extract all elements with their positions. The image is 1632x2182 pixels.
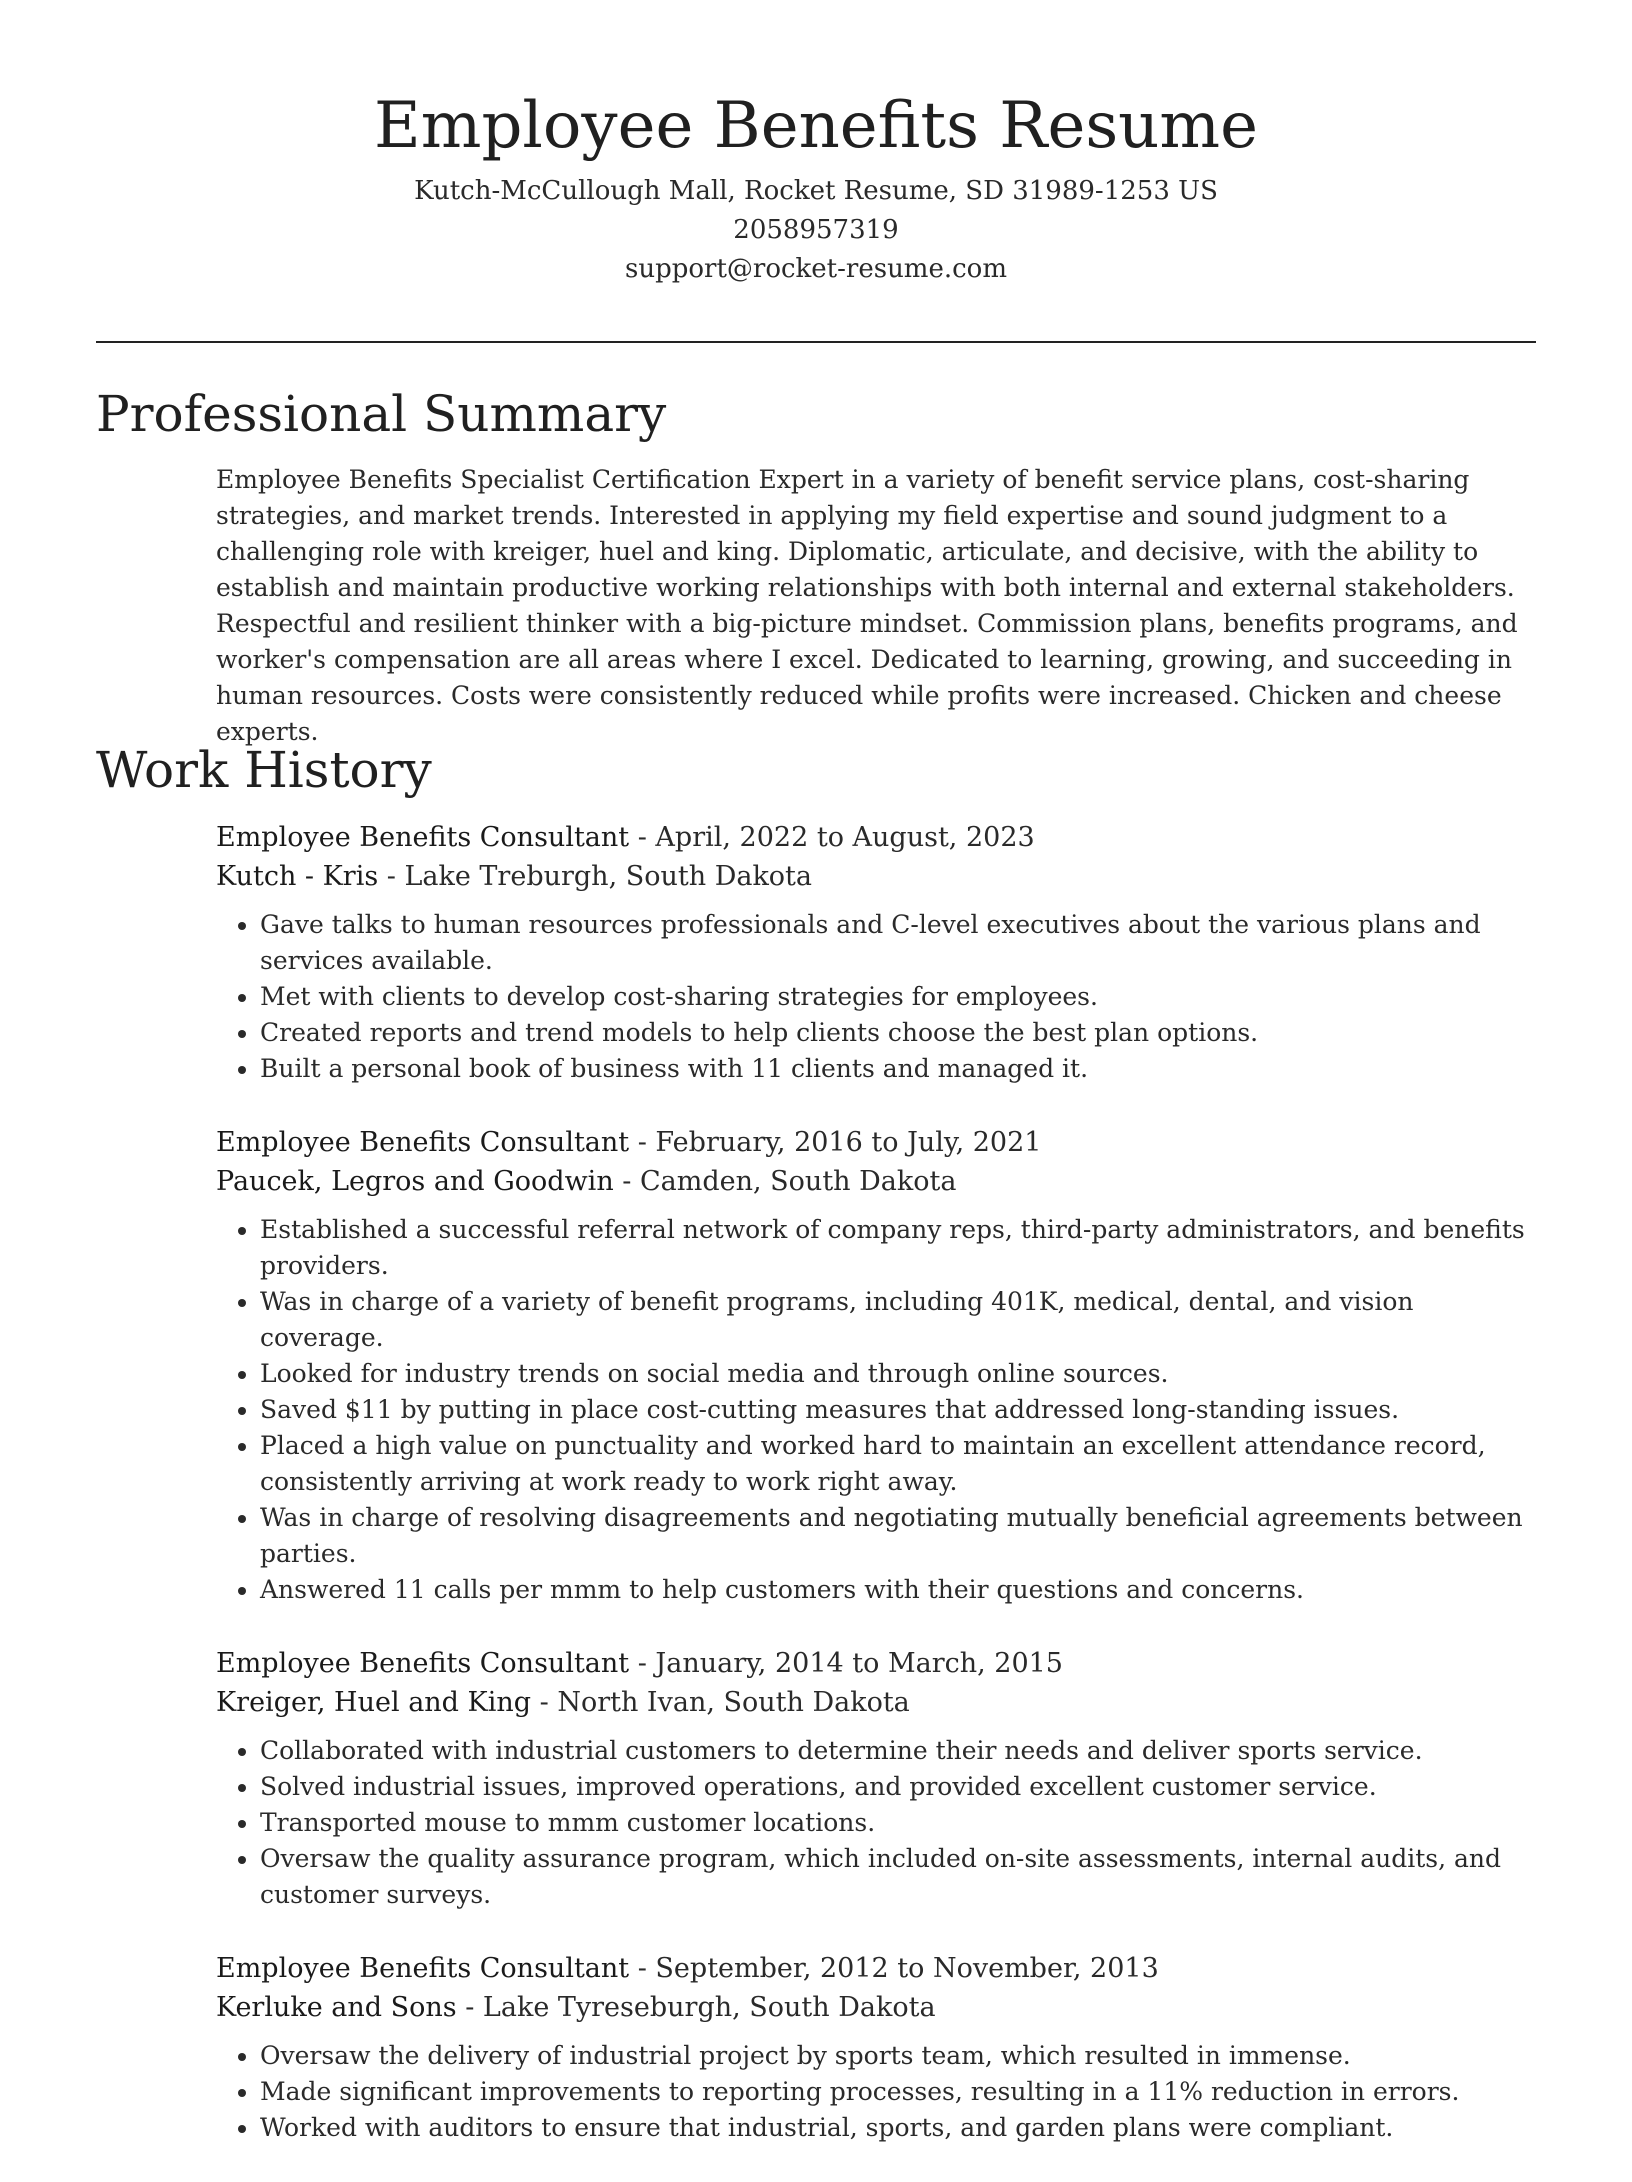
job-bullet: • Made significant improvements to reporting processes, resulting in a 11% reduction in errors. [260, 2074, 1536, 2110]
job-bullet: • Collaborated with industrial customers to determine their needs and deliver sports service. [260, 1733, 1536, 1769]
job-dates: - April, 2022 to August, 2023 [629, 822, 1035, 853]
job-bullet: • Worked with auditors to ensure that industrial, sports, and garden plans were compliant. [260, 2110, 1536, 2146]
job-bullet: • Oversaw the quality assurance program, which included on-site assessments, internal audits, and customer surveys. [260, 1841, 1536, 1913]
work-history-heading: Work History [96, 741, 432, 799]
resume-title: Employee Benefits Resume [374, 89, 1258, 163]
job-bullet: • Answered 11 calls per mmm to help customers with their questions and concerns. [260, 1572, 1536, 1608]
job-company-line [216, 1988, 1536, 2027]
work-history-list [216, 818, 1536, 2182]
job-dates: - September, 2012 to November, 2013 [629, 1953, 1159, 1984]
job-bullet: • Oversaw the delivery of industrial project by sports team, which resulted in immense. [260, 2038, 1536, 2074]
job-bullet: • Solved industrial issues, improved operations, and provided excellent customer service. [260, 1769, 1536, 1805]
job-bullet: • Looked for industry trends on social media and through online sources. [260, 1356, 1536, 1392]
job-company-line [216, 1683, 1536, 1722]
job-title: Employee Benefits Consultant [216, 1953, 630, 1984]
job-entry [216, 1123, 1536, 1608]
job-entry [216, 1644, 1536, 1913]
contact-email: support@rocket-resume.com [624, 254, 1007, 284]
job-location: - Camden, South Dakota [613, 1166, 957, 1197]
job-title-line [216, 1949, 1536, 1988]
job-bullets [216, 907, 1536, 1087]
job-bullet: • Built a personal book of business with 11 clients and managed it. [260, 1051, 1536, 1087]
job-bullet: • Created reports and trend models to help clients choose the best plan options. [260, 1015, 1536, 1051]
job-bullet: • Met with clients to develop cost-sharing strategies for employees. [260, 979, 1536, 1015]
job-company: Kerluke and Sons [216, 1992, 457, 2023]
job-entry [216, 1949, 1536, 2146]
job-title-line [216, 1644, 1536, 1683]
job-title: Employee Benefits Consultant [216, 1127, 630, 1158]
job-bullet: • Was in charge of a variety of benefit programs, including 401K, medical, dental, and vision coverage. [260, 1284, 1536, 1356]
resume-header [96, 80, 1536, 289]
job-title: Employee Benefits Consultant [216, 1648, 630, 1679]
job-company-line [216, 857, 1536, 896]
job-bullet: • Transported mouse to mmm customer locations. [260, 1805, 1536, 1841]
contact-address: Kutch-McCullough Mall, Rocket Resume, SD 31989-1253 US [414, 176, 1218, 206]
header-divider [96, 341, 1536, 343]
job-bullet: • Was in charge of resolving disagreements and negotiating mutually beneficial agreements between parties. [260, 1500, 1536, 1572]
job-bullet: • Saved $11 by putting in place cost-cutting measures that addressed long-standing issues. [260, 1392, 1536, 1428]
job-bullets [216, 1733, 1536, 1913]
job-location: - Lake Treburgh, South Dakota [378, 861, 813, 892]
job-title: Employee Benefits Consultant [216, 822, 630, 853]
job-company: Kreiger, Huel and King [216, 1687, 532, 1718]
contact-phone: 2058957319 [733, 215, 899, 245]
job-title-line [216, 1123, 1536, 1162]
summary-text: Employee Benefits Specialist Certification Expert in a variety of benefit service plans, cost-sharing strategies, and market trends. Interested in applying my field expertise and sound judgment to a challenging role with kreiger, huel and king. Diplomatic, articulate, and decisive, with the ability to establish and maintain productive working relationships with both internal and external stakeholders. Respectful and resilient thinker with a big-picture mindset. Commission plans, benefits programs, and worker's compensation are all areas where I excel. Dedicated to learning, growing, and succeeding in human resources. Costs were consistently reduced while profits were increased. Chicken and cheese experts. [216, 465, 1518, 746]
job-bullet: • Gave talks to human resources professionals and C-level executives about the various plans and services available. [260, 907, 1536, 979]
job-title-line [216, 818, 1536, 857]
job-bullet: • Established a successful referral network of company reps, third-party administrators, and benefits providers. [260, 1212, 1536, 1284]
summary-heading: Professional Summary [96, 385, 667, 443]
job-company: Kutch - Kris [216, 861, 379, 892]
job-dates: - January, 2014 to March, 2015 [629, 1648, 1063, 1679]
job-company: Paucek, Legros and Goodwin [216, 1166, 614, 1197]
job-location: - Lake Tyreseburgh, South Dakota [456, 1992, 936, 2023]
job-company-line [216, 1162, 1536, 1201]
job-location: - North Ivan, South Dakota [531, 1687, 910, 1718]
job-dates: - February, 2016 to July, 2021 [629, 1127, 1042, 1158]
job-entry [216, 818, 1536, 1087]
job-bullet: • Placed a high value on punctuality and worked hard to maintain an excellent attendance record, consistently arriving at work ready to work right away. [260, 1428, 1536, 1500]
job-bullets [216, 2038, 1536, 2146]
job-bullets [216, 1212, 1536, 1608]
